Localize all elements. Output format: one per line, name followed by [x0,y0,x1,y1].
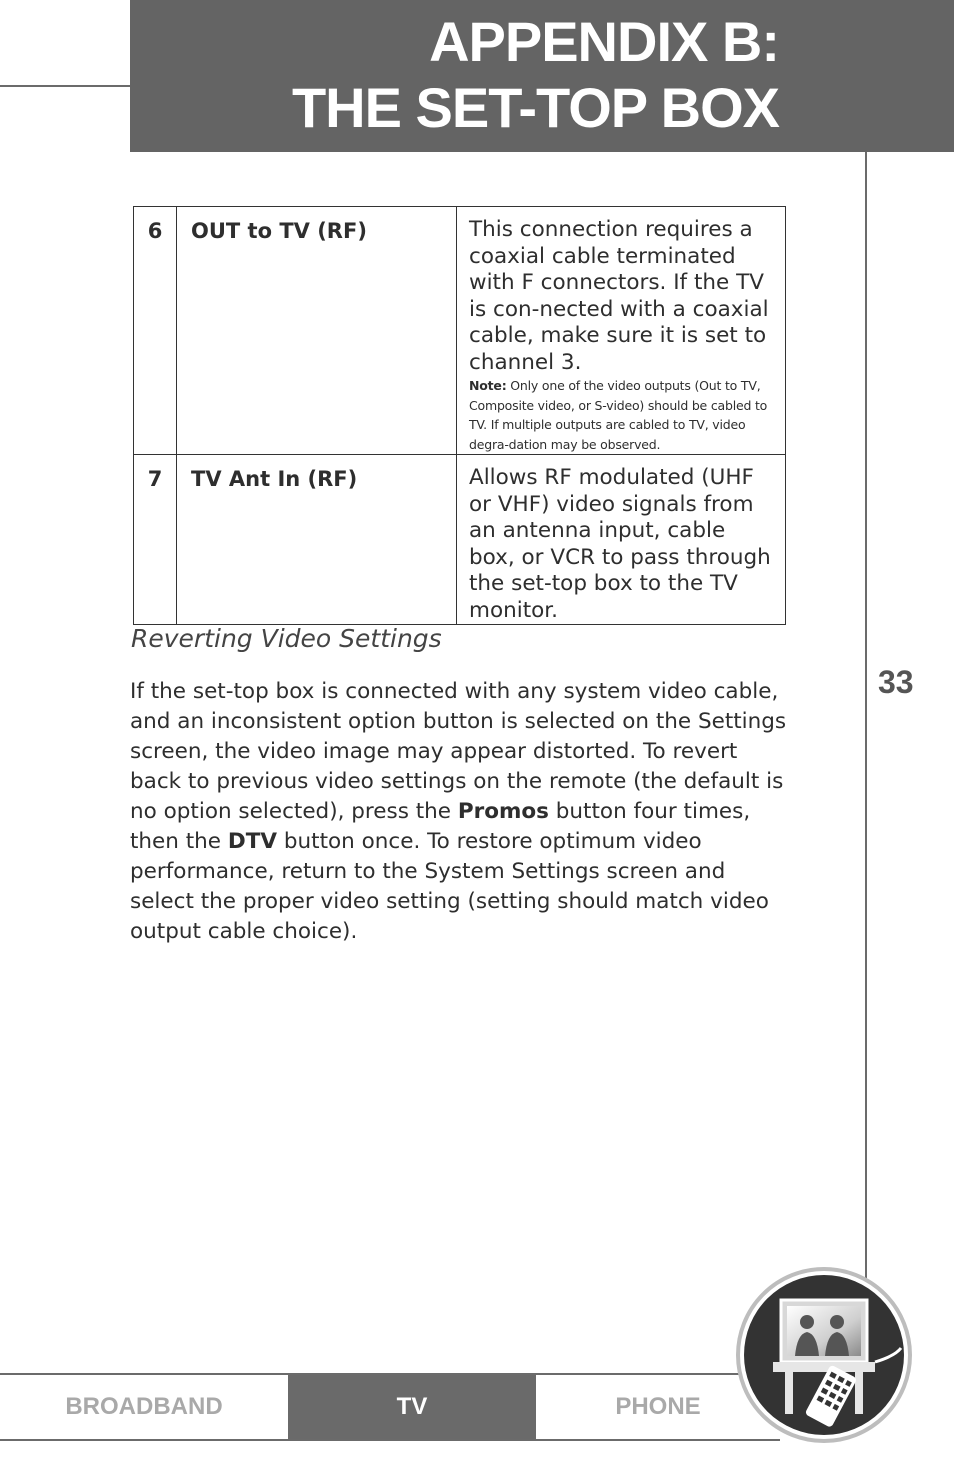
connection-name: OUT to TV (RF) [177,207,457,455]
tab-tv[interactable]: TV [288,1375,536,1439]
page-header [130,0,954,152]
section-heading: Reverting Video Settings [131,624,442,653]
connection-description-cell [457,455,786,625]
right-vertical-rule [865,152,867,1282]
table-row [134,207,786,455]
paragraph-text: If the set-top box is connected with any system video cable, and an inconsistent option button is selected on the Settings screen, the video image may appear distorted. To revert back to previous video settings on the remote (the default is no option selected), press the [130,679,787,824]
connections-table [133,206,786,625]
connection-number: 7 [134,455,177,625]
tv-remote-emblem-icon [735,1266,913,1444]
page-number: 33 [878,664,914,700]
section-paragraph [130,677,790,947]
table-row [134,455,786,625]
connection-number: 6 [134,207,177,455]
connection-description: Allows RF modulated (UHF or VHF) video signals from an antenna input, cable box, or VCR to pass through the set-top box to the TV monitor. [469,465,771,623]
connection-description: This connection requires a coaxial cable terminated with F connectors. If the TV is con-nected with a coaxial cable, make sure it is set to channel 3. [469,217,769,375]
section-nav [0,1373,780,1441]
note-label: Note: [469,378,507,393]
top-left-rule [0,85,130,87]
page-title-line1: APPENDIX B: [429,10,779,73]
connection-description-cell [457,207,786,455]
page-title-line2: THE SET-TOP BOX [291,76,779,139]
note-text: Only one of the video outputs (Out to TV, Composite video, or S-video) should be cabled to TV. If multiple outputs are cabled to TV, video degra-dation may be observed. [469,378,768,452]
promos-button-ref: Promos [457,799,549,824]
dtv-button-ref: DTV [227,829,278,854]
tab-broadband[interactable]: BROADBAND [65,1393,223,1420]
paragraph-text: button four times, then the [130,799,751,854]
tab-phone[interactable]: PHONE [615,1393,701,1420]
paragraph-text: button once. To restore optimum video performance, return to the System Settings screen and select the proper video setting (setting should match video output cable choice). [130,829,769,944]
connection-note [469,376,777,454]
connection-name: TV Ant In (RF) [177,455,457,625]
